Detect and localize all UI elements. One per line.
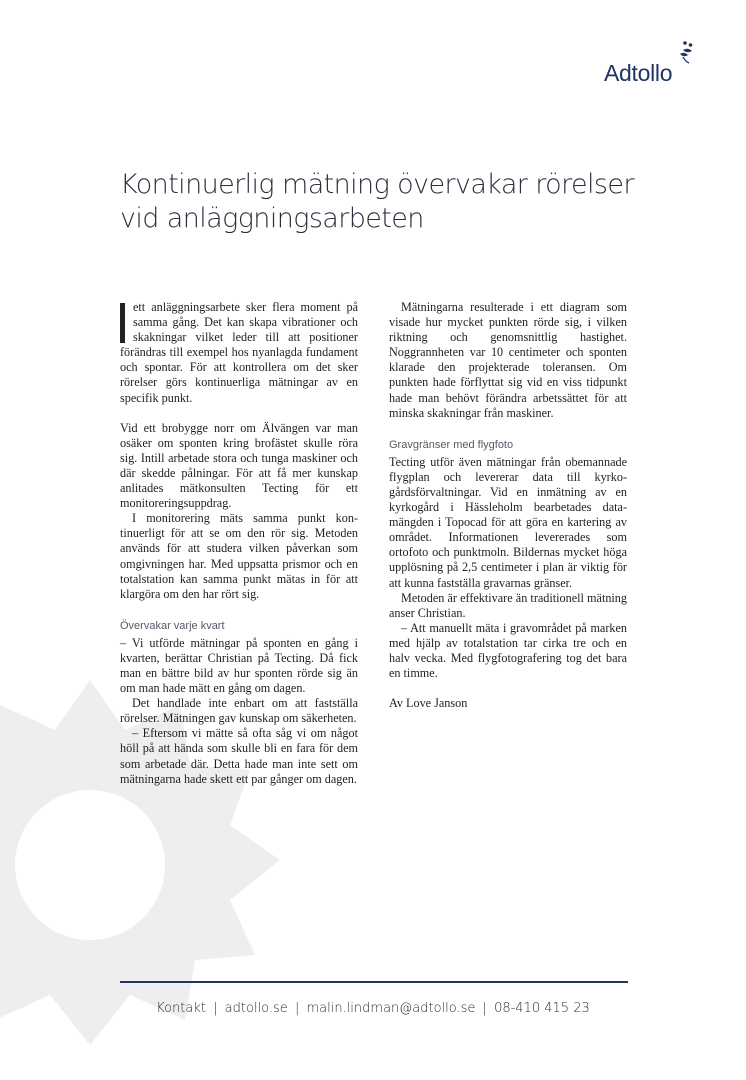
- lead-paragraph: [120, 300, 358, 406]
- paragraph: – Att manuellt mäta i gravområdet på marken med hjälp av totalstation tar cirka tre och en halv vecka. Med flygfotografering tog det bara en timme.: [389, 620, 627, 681]
- dropcap: [120, 303, 125, 343]
- paragraph: Metoden är effektivare än traditionell mätning anser Christian.: [389, 590, 627, 620]
- subheading: Övervakar varje kvart: [120, 619, 225, 632]
- email-link[interactable]: malin.lindman@adtollo.se: [306, 1001, 476, 1016]
- paragraph: Tecting utför även mätningar från obemannade flygplan och levererar data till kyrkogårdsförvaltningar. Vid en inmätning av en kyrkogård i Hässleholm bearbetades datamängden i Topocad för att göra en kartering av området. Informationen levererades som ortofoto och punktmoln. Bildernas mycket höga upplösning på 2,5 centimeter i plan är viktig för att kunna fastställa gravarnas gränser.: [389, 454, 627, 590]
- separator: |: [482, 1001, 487, 1016]
- phone-number[interactable]: 08-410 415 23: [494, 1001, 590, 1016]
- footer-divider: [120, 981, 628, 983]
- paragraph: – Vi utförde mätningar på sponten en gång i kvarten, berättar Christian på Tecting. Då fick man en bättre bild av hur sponten rörde sig än om man hade mätt en gång om dagen.: [120, 635, 358, 696]
- contact-label: Kontakt: [156, 1001, 206, 1016]
- paragraph: Det handlade inte enbart om att fastställa rörelser. Mätningen gav kunskap om säkerheten.: [120, 696, 358, 726]
- lead-paragraph-text: ett anläggningsarbete sker flera moment på samma gång. Det kan skapa vibrationer och skakningar vilket leder till att positioner förändras till exempel hos nyanlagda fundament och spontar. För att kontrollera om det sker rörelser görs kontinuerliga mätningar av en specifik punkt.: [120, 300, 358, 405]
- subheading: Gravgränser med flygfoto: [389, 438, 514, 451]
- article-title: Kontinuerlig mätning övervakar rörelser vid anläggningsarbeten: [120, 169, 634, 234]
- website-link[interactable]: adtollo.se: [224, 1001, 288, 1016]
- paragraph: – Eftersom vi mätte så ofta såg vi om något höll på att hända som skulle bli en fara för dem som arbetade där. Detta hade man inte sett om mätningarna hade skett ett par gånger om dagen.: [120, 726, 358, 786]
- article-column-left: [120, 300, 358, 787]
- separator: |: [294, 1001, 300, 1016]
- separator: |: [213, 1001, 218, 1016]
- paragraph: Vid ett brobygge norr om Älvängen var man osäker om sponten kring brofästet skulle röra sig. Intill arbetade stora och tunga maskiner och där skedde pålningar. För att få mer kunskap anlitades mätkonsulten Tecting för ett monitoreringsuppdrag.: [120, 420, 358, 511]
- byline: Av Love Janson: [389, 696, 468, 711]
- leaf-sprig-icon: [671, 40, 699, 64]
- adtollo-logo[interactable]: [604, 40, 708, 90]
- paragraph: I monitorering mäts samma punkt kontinuerligt för att se om den rör sig. Metoden används för att studera vilken påverkan som omgivningen har. Med uppsatta prismor och en totalstation kan samma punkt mätas in för att klargöra om den har rört sig.: [120, 511, 358, 601]
- logo-wordmark: Adtollo: [604, 60, 673, 86]
- article-column-right: [389, 300, 627, 711]
- footer-contact: [0, 1001, 746, 1016]
- paragraph: Mätningarna resulterade i ett diagram som visade hur mycket punkten rörde sig, i vilken riktning och genomsnittlig hastighet. Noggrannheten var 10 centimeter och sponten klarade den projekterade toleransen. Om punkten hade förflyttat sig vid en viss tidpunkt hade man behövt förändra arbetssättet för att minska skakningar från maskiner.: [389, 300, 627, 420]
